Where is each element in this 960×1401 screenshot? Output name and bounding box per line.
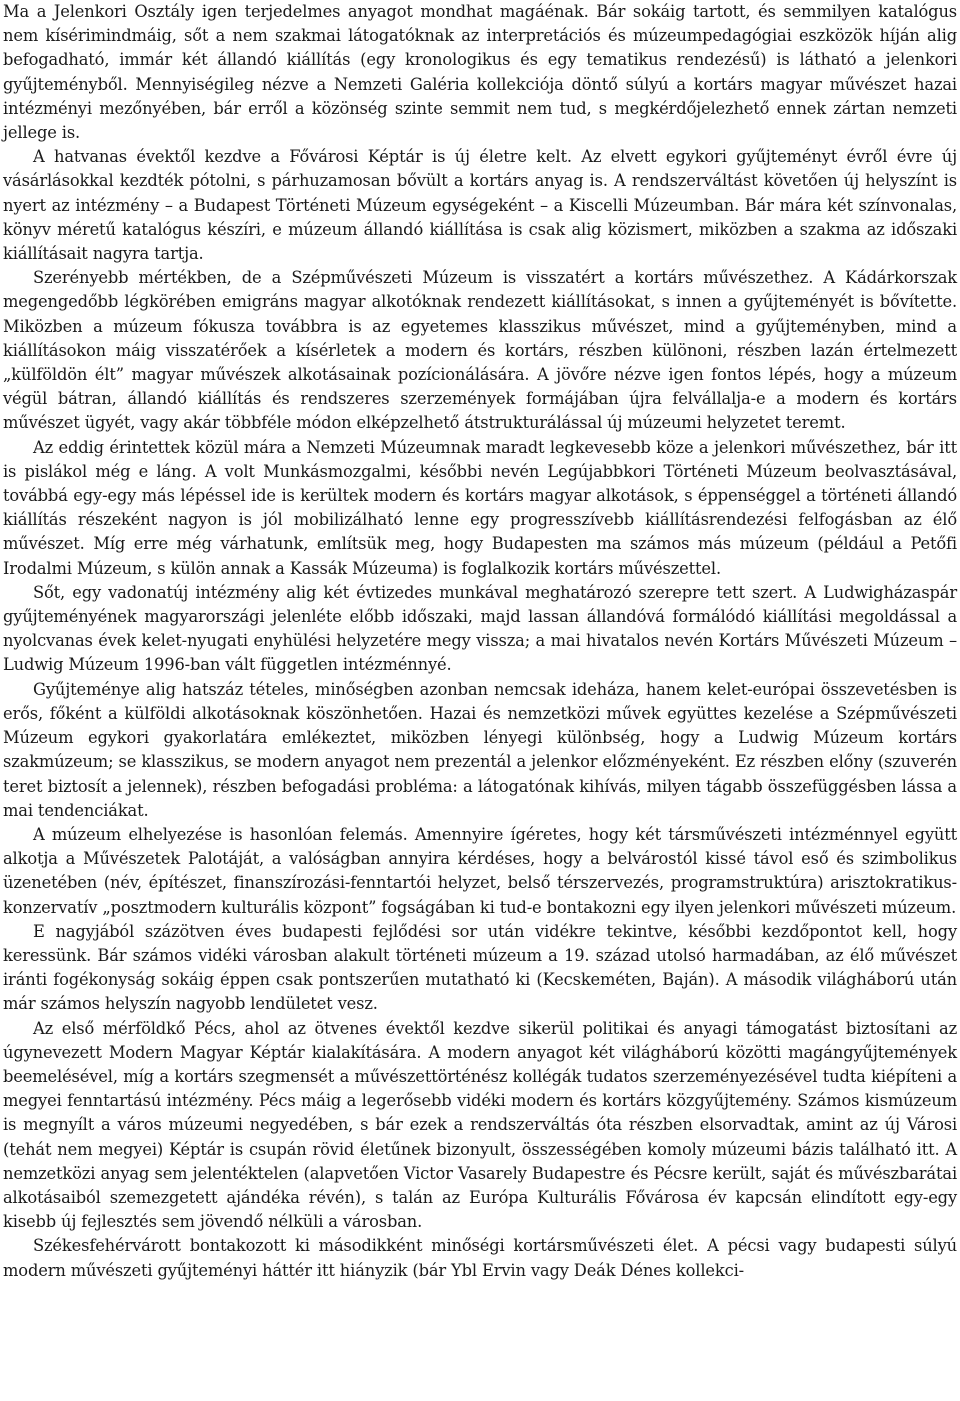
paragraph-1: Ma a Jelenkori Osztály igen terjedelmes anyagot mondhat magáénak. Bár sokáig tartott, és semmilyen katalógus nem kísérimindmáig, sőt a nem szakmai látogatóknak az interpretációs és múzeumpedagógiai eszközök híján alig befogadható, immár két állandó kiállítás (egy kronologikus és egy tematikus rendezésű) is látható a jelenkori gyűjteményből. Mennyiségileg nézve a Nemzeti Galéria kollekciója döntő súlyú a kortárs magyar művészet hazai intézményi mezőnyében, bár erről a közönség szinte semmit nem tud, s megkérdőjelezhető ennek zártan nemzeti jellege is. <box>3 2 957 143</box>
paragraph-7: A múzeum elhelyezése is hasonlóan felemás. Amennyire ígéretes, hogy két társművészeti intézménnyel együtt alkotja a Művészetek Palotáját, a valóságban annyira kérdéses, hogy a belvárostól kissé távol eső és szimbolikus üzenetében (név, építészet, finanszírozási-fenntartói helyzet, belső térszervezés, programstruktúra) arisztokratikus-konzervatív „posztmodern kulturális központ” fogságában ki tud-e bontakozni egy ilyen jelenkori művészeti múzeum. <box>3 824 957 917</box>
document-page <box>3 0 957 1283</box>
paragraph-5: Sőt, egy vadonatúj intézmény alig két évtizedes munkával meghatározó szerepre tett szert. A Ludwigházaspár gyűjteményének magyarországi jelenléte előbb időszaki, majd lassan állandóvá formálódó kiállítási megoldással a nyolcvanas évek kelet-nyugati enyhülési helyzetére megy vissza; a mai hivatalos nevén Kortárs Művészeti Múzeum – Ludwig Múzeum 1996-ban vált független intézménnyé. <box>3 582 957 675</box>
paragraph-9: Az első mérföldkő Pécs, ahol az ötvenes évektől kezdve sikerül politikai és anyagi támogatást biztosítani az úgynevezett Modern Magyar Képtár kialakítására. A modern anyagot két világháború közötti magángyűjtemények beemelésével, míg a kortárs szegmensét a művészettörténész kollégák tudatos szerzeményezésével tudta kiépíteni a megyei fenntartású intézmény. Pécs máig a legerősebb vidéki modern és kortárs közgyűjtemény. Számos kismúzeum is megnyílt a város múzeumi negyedében, s bár ezek a rendszerváltás óta részben elsorvadtak, amint az új Városi (tehát nem megyei) Képtár is csupán rövid életűnek bizonyult, összességében komoly múzeumi bázis található itt. A nemzetközi anyag sem jelentéktelen (alapvetően Victor Vasarely Budapestre és Pécsre került, saját és művészbarátai alkotásaiból szemezgetett ajándéka révén), s talán az Európa Kulturális Fővárosa év kapcsán elindított egy-egy kisebb új fejlesztés sem jövendő nélküli a városban. <box>3 1018 957 1232</box>
paragraph-6: Gyűjteménye alig hatszáz tételes, minőségben azonban nemcsak ideháza, hanem kelet-európai összevetésben is erős, főként a külföldi alkotásoknak köszönhetően. Hazai és nemzetközi művek együttes kezelése a Szépművészeti Múzeum egykori gyakorlatára emlékeztet, miközben lényegi különbség, hogy a Ludwig Múzeum kortárs szakmúzeum; se klasszikus, se modern anyagot nem prezentál a jelenkor előzményeként. Ez részben előny (szuverén teret biztosít a jelennek), részben befogadási probléma: a látogatónak kihívás, milyen tágabb összefüggésben lássa a mai tendenciákat. <box>3 679 957 820</box>
paragraph-8: E nagyjából százötven éves budapesti fejlődési sor után vidékre tekintve, későbbi kezdőpontot kell, hogy keressünk. Bár számos vidéki városban alakult történeti múzeum a 19. század utolsó harmadában, az élő művészet iránti fogékonyság sokáig éppen csak pontszerűen mutatható ki (Kecskeméten, Baján). A második világháború után már számos helyszín nagyobb lendületet vesz. <box>3 921 957 1014</box>
paragraph-3: Szerényebb mértékben, de a Szépművészeti Múzeum is visszatért a kortárs művészethez. A Kádárkorszak megengedőbb légkörében emigráns magyar alkotóknak rendezett kiállításokat, s innen a gyűjteményét is bővítette. Miközben a múzeum fókusza továbbra is az egyetemes klasszikus művészet, mind a gyűjteményben, mind a kiállításokon máig visszatérőek a kísérletek a modern és kortárs, részben különoni, részben lazán értelmezett „külföldön élt” magyar művészek alkotásainak pozícionálására. A jövőre nézve igen fontos lépés, hogy a múzeum végül bátran, állandó kiállítás és rendszeres szerzemények formájában újra felvállalja-e a modern és kortárs művészet ügyét, vagy akár többféle módon elképzelhető átstrukturálással új múzeumi helyzetet teremt. <box>3 268 957 433</box>
paragraph-10: Székesfehérvárott bontakozott ki másodikként minőségi kortársművészeti élet. A pécsi vagy budapesti súlyú modern művészeti gyűjteményi háttér itt hiányzik (bár Ybl Ervin vagy Deák Dénes kollekci- <box>3 1236 957 1280</box>
paragraph-2: A hatvanas évektől kezdve a Fővárosi Képtár is új életre kelt. Az elvett egykori gyűjteményt évről évre új vásárlásokkal kezdték pótolni, s párhuzamosan bővült a kortárs anyag is. A rendszerváltást követően új helyszínt is nyert az intézmény – a Budapest Történeti Múzeum egységeként – a Kiscelli Múzeumban. Bár mára két színvonalas, könyv méretű katalógus készíri, e múzeum állandó kiállítása is csak alig közismert, miközben a szakma az időszaki kiállításait nagyra tartja. <box>3 147 957 264</box>
paragraph-4: Az eddig érintettek közül mára a Nemzeti Múzeumnak maradt legkevesebb köze a jelenkori művészethez, bár itt is pislákol még e láng. A volt Munkásmozgalmi, későbbi nevén Legújabbkori Történeti Múzeum beolvasztásával, továbbá egy-egy más lépéssel ide is kerültek modern és kortárs magyar alkotások, s éppenséggel a történeti állandó kiállítás részeként nagyon is jól mobilizálható lenne egy progresszívebb kiállításrendezési felfogásban az élő művészet. Míg erre még várhatunk, említsük meg, hogy Budapesten ma számos más múzeum (például a Petőfi Irodalmi Múzeum, s külön annak a Kassák Múzeuma) is foglalkozik kortárs művészettel. <box>3 437 957 578</box>
